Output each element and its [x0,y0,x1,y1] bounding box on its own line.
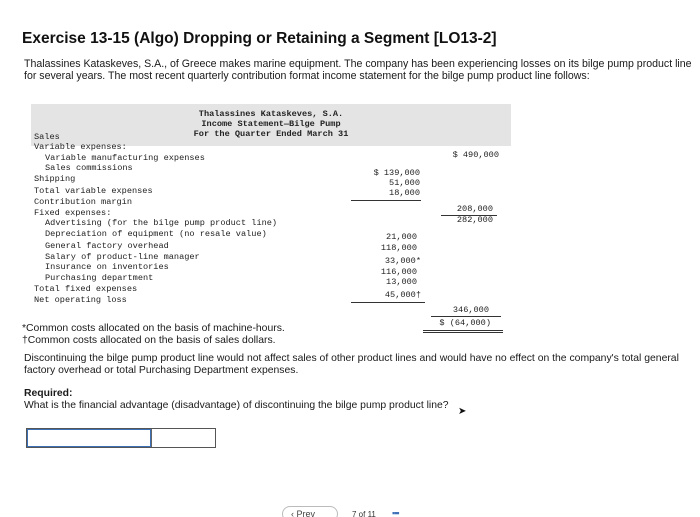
page-title: Exercise 13-15 (Algo) Dropping or Retaining a Segment [LO13-2] [22,30,497,47]
row-value: 118,000 [380,243,417,253]
prev-button[interactable] [282,506,338,517]
page-indicator: 7 of 11 [352,510,376,517]
row-value: $ 139,000 [373,168,420,178]
statement-period: For the Quarter Ended March 31 [193,129,349,139]
required-label: Required: [24,388,73,399]
row-label: Advertising (for the bilge pump product line) [45,218,278,228]
row-label: Depreciation of equipment (no resale value) [45,229,267,239]
row-label: Variable expenses: [34,142,127,152]
row-label: General factory overhead [45,241,169,251]
question-text: What is the financial advantage (disadvantage) of discontinuing the bilge pump product line? [24,400,449,411]
company-name: Thalassines Kataskeves, S.A. [198,109,344,119]
row-value: 116,000 [380,267,417,277]
row-label: Sales [34,132,60,142]
row-value: 13,000 [386,277,417,287]
row-value: 346,000 [452,305,489,315]
answer-divider [151,429,152,447]
row-label: Total fixed expenses [34,284,138,294]
footnote-sales-dollars: †Common costs allocated on the basis of sales dollars. [22,335,276,346]
row-label: Variable manufacturing expenses [45,153,205,163]
subtotal-rule [351,302,425,303]
row-value: $ (64,000) [439,318,491,328]
row-label: Shipping [34,174,76,184]
subtotal-rule [351,200,421,201]
income-statement [31,104,511,328]
chevron-left-icon: ‹ [291,509,297,517]
footnote-machine-hours: *Common costs allocated on the basis of machine-hours. [22,323,285,334]
row-label: Sales commissions [45,163,133,173]
row-value: 21,000 [386,232,417,242]
answer-input[interactable] [27,429,151,447]
total-rule [423,330,503,333]
row-value: 18,000 [389,188,420,198]
context-paragraph: Discontinuing the bilge pump product line would not affect sales of other product lines and would have no effect on the company's total general factory overhead or total Purchasing Department expenses. [24,353,679,376]
intro-text: Thalassines Kataskeves, S.A., of Greece makes marine equipment. The company has been experiencing losses on its bilge pump product line for several years. The most recent quarterly contribution format income statement for the bilge pump product line follows: [24,58,692,82]
statement-name: Income Statement—Bilge Pump [201,119,341,129]
navigation-bar [0,500,700,517]
row-value: 282,000 [456,215,493,225]
answer-input-row[interactable] [26,428,216,448]
row-label: Total variable expenses [34,186,153,196]
row-value: 45,000† [384,290,421,300]
subtotal-rule [431,316,501,317]
row-label: Salary of product-line manager [45,252,200,262]
mouse-cursor-icon: ➤ [458,406,467,417]
row-value: 51,000 [389,178,420,188]
row-value: $ 490,000 [452,150,499,160]
row-label: Fixed expenses: [34,208,112,218]
statement-header [31,104,511,146]
row-value: 33,000* [384,256,421,266]
row-value: 208,000 [456,204,493,214]
row-label: Purchasing department [45,273,154,283]
row-label: Net operating loss [34,295,127,305]
row-label: Contribution margin [34,197,132,207]
prev-label: Prev [296,509,316,517]
grid-icon[interactable]: ▪▪▪ [392,508,399,517]
row-label: Insurance on inventories [45,262,169,272]
